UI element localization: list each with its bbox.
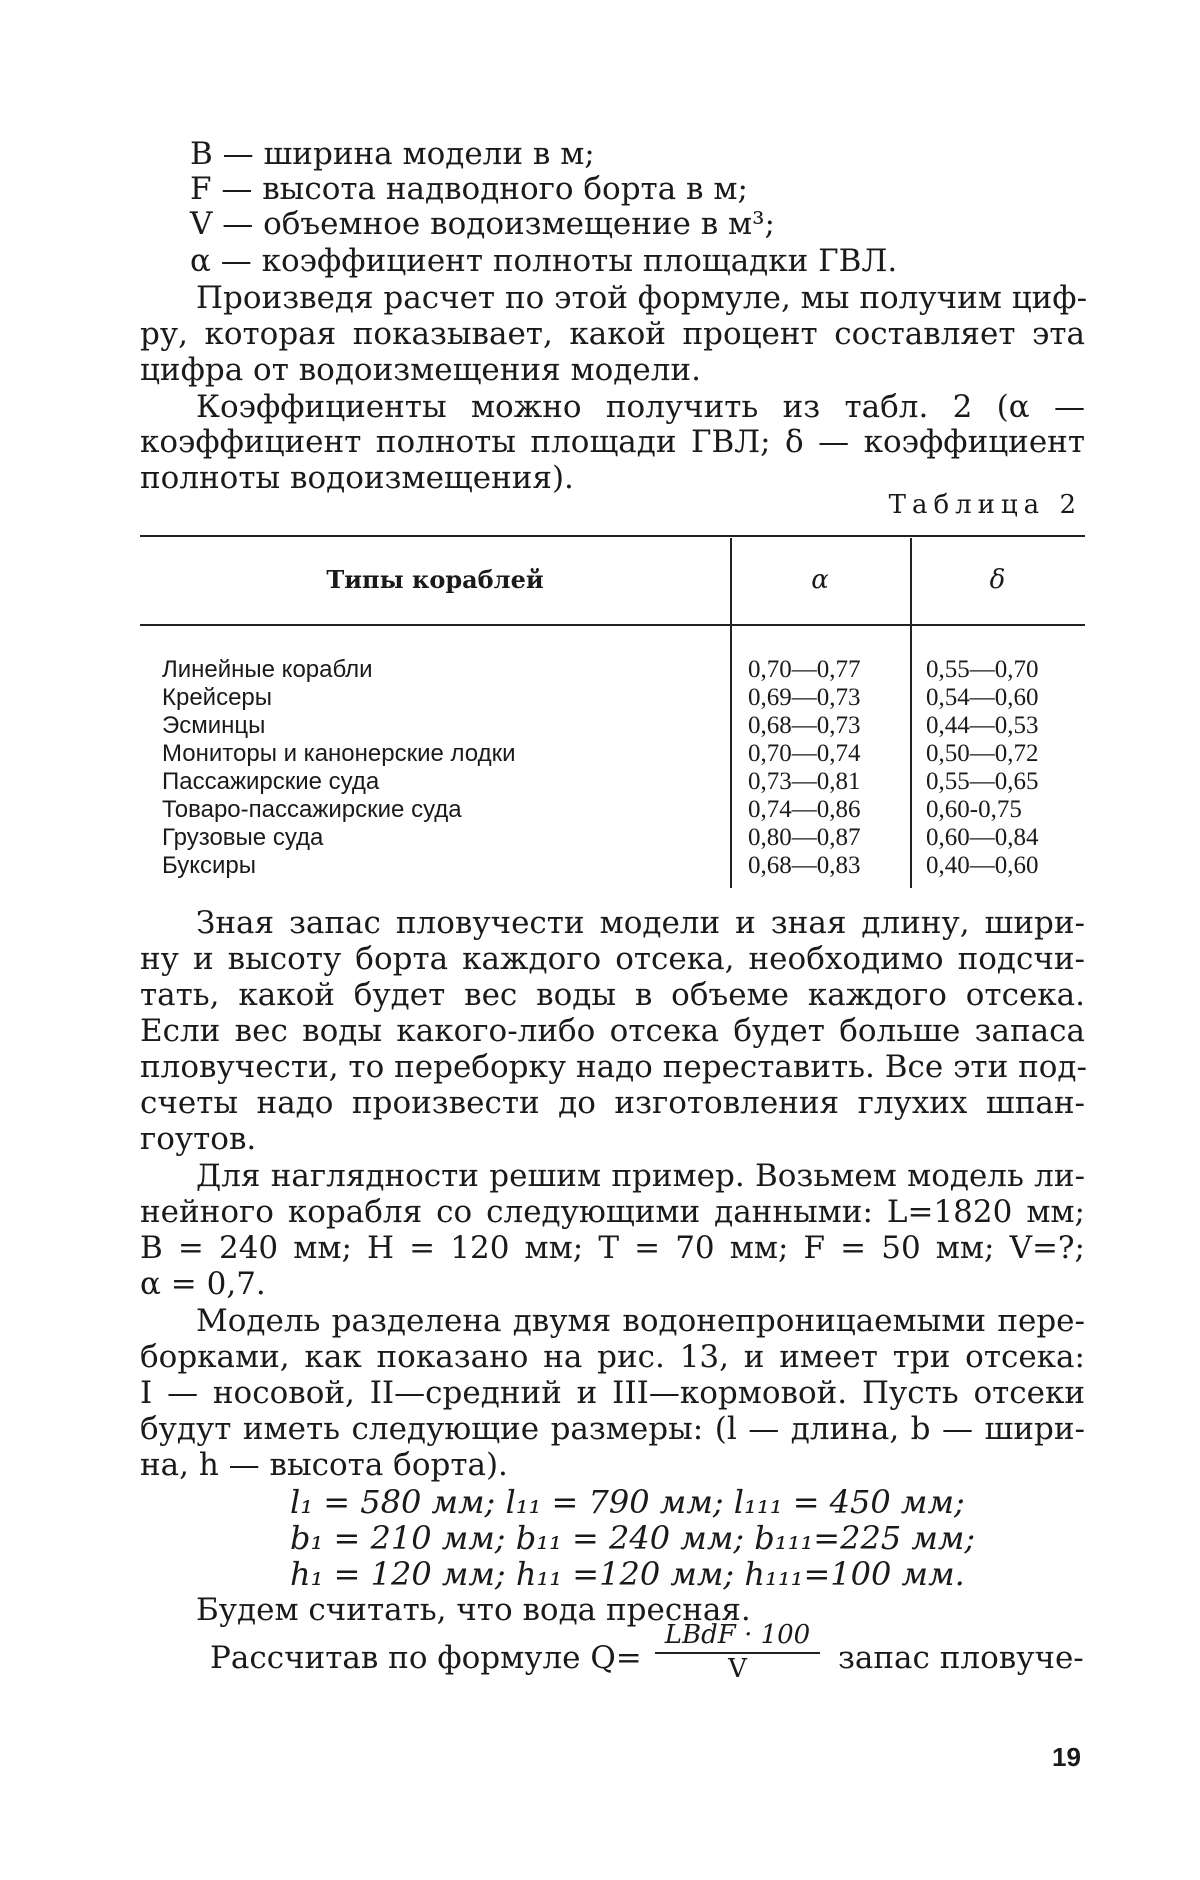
para3-line: счеты надо произвести до изготовления глухих шпан- [140,1085,1085,1121]
table-row-delta: 0,55—0,65 [926,768,1039,795]
table-row-type: Грузовые суда [162,824,324,851]
table-row-type: Линейные корабли [162,656,373,683]
table-row-delta: 0,55—0,70 [926,656,1039,683]
table-row-alpha: 0,73—0,81 [748,768,861,795]
para4-line: α = 0,7. [140,1266,266,1302]
formula-numerator: LBdF · 100 [655,1620,820,1654]
para2-line: полноты водоизмещения). [140,460,574,496]
table-top-rule [140,535,1085,537]
para3-line: тать, какой будет вес воды в объеме каждого отсека. [140,977,1085,1013]
table-header-alpha: α [811,565,829,595]
formula-lead: Рассчитав по формуле Q= [210,1640,642,1676]
para5-line: будут иметь следующие размеры: (l — длина, b — шири- [140,1411,1085,1447]
para2-line: Коэффициенты можно получить из табл. 2 (α — [196,389,1085,425]
table-row-type: Эсминцы [162,712,266,739]
definition-alpha: α — коэффициент полноты площадки ГВЛ. [190,243,898,279]
para1-line: ру, которая показывает, какой процент составляет эта [140,316,1085,352]
table-row-type: Буксиры [162,852,256,879]
formula-fraction [655,1620,820,1684]
table-row-alpha: 0,74—0,86 [748,796,861,823]
definition-b: B — ширина модели в м; [190,136,595,172]
table-row-delta: 0,44—0,53 [926,712,1039,739]
para4-line: B = 240 мм; H = 120 мм; T = 70 мм; F = 50 мм; V=?; [140,1230,1085,1266]
dimensions-length: l₁ = 580 мм; l₁₁ = 790 мм; l₁₁₁ = 450 мм; [290,1483,965,1521]
para3-line: пловучести, то переборку надо переставить. Все эти под- [140,1049,1087,1085]
table-header-rule [140,624,1085,626]
table-row-type: Крейсеры [162,684,273,711]
table-row-alpha: 0,70—0,77 [748,656,861,683]
table-row-alpha: 0,69—0,73 [748,684,861,711]
formula-tail: запас пловуче- [838,1640,1084,1676]
definition-f: F — высота надводного борта в м; [190,171,748,207]
table-row-delta: 0,50—0,72 [926,740,1039,767]
table-row-delta: 0,54—0,60 [926,684,1039,711]
table-row-delta: 0,60-0,75 [926,796,1022,823]
para5-line: борками, как показано на рис. 13, и имеет три отсека: [140,1339,1085,1375]
table-caption: Таблица 2 [888,490,1082,520]
dimensions-height: h₁ = 120 мм; h₁₁ =120 мм; h₁₁₁=100 мм. [290,1555,965,1593]
para3-line: Зная запас пловучести модели и зная длину, шири- [196,905,1085,941]
page-number: 19 [1052,1742,1081,1772]
table-row-alpha: 0,68—0,73 [748,712,861,739]
para3-line: гоутов. [140,1121,257,1157]
para5-line: I — носовой, II—средний и III—кормовой. Пусть отсеки [140,1375,1085,1411]
para5-line: на, h — высота борта). [140,1447,508,1483]
para2-line: коэффициент полноты площади ГВЛ; δ — коэффициент [140,424,1085,460]
table-row-delta: 0,40—0,60 [926,852,1039,879]
table-row-type: Мониторы и канонерские лодки [162,740,516,767]
formula-denominator: V [728,1654,747,1684]
table-row-type: Товаро-пассажирские суда [162,796,462,823]
para1-line: Произведя расчет по этой формуле, мы получим циф- [196,280,1088,316]
table-header-delta: δ [989,565,1006,595]
para4-line: нейного корабля со следующими данными: L=1820 мм; [140,1194,1085,1230]
table-header-type: Типы кораблей [326,565,544,594]
table-row-alpha: 0,70—0,74 [748,740,861,767]
table-row-alpha: 0,68—0,83 [748,852,861,879]
para3-line: ну и высоту борта каждого отсека, необходимо подсчи- [140,941,1085,977]
table-row-delta: 0,60—0,84 [926,824,1039,851]
table-row-alpha: 0,80—0,87 [748,824,861,851]
para3-line: Если вес воды какого-либо отсека будет больше запаса [140,1013,1085,1049]
table-row-type: Пассажирские суда [162,768,380,795]
para5-line: Модель разделена двумя водонепроницаемыми пере- [196,1303,1085,1339]
definition-v: V — объемное водоизмещение в м³; [190,206,776,242]
dimensions-width: b₁ = 210 мм; b₁₁ = 240 мм; b₁₁₁=225 мм; [290,1519,976,1557]
para6: Будем считать, что вода пресная. [196,1592,751,1628]
para1-line: цифра от водоизмещения модели. [140,352,701,388]
para4-line: Для наглядности решим пример. Возьмем модель ли- [196,1158,1085,1194]
